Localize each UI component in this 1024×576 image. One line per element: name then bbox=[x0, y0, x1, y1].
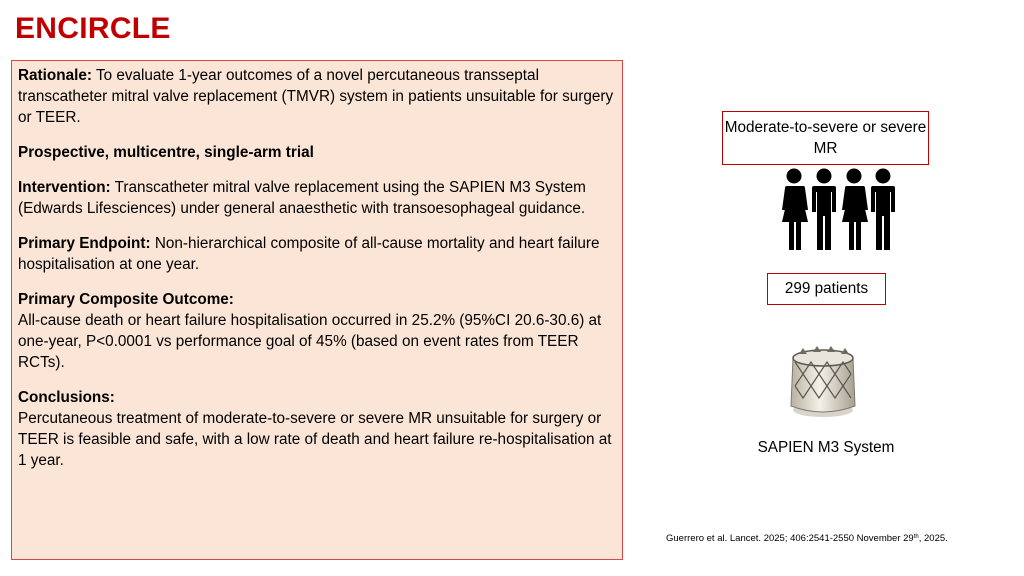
rationale-paragraph bbox=[18, 65, 616, 128]
patient-count-box: 299 patients bbox=[767, 273, 886, 305]
conclusions-text: Percutaneous treatment of moderate-to-severe or severe MR unsuitable for surgery or TEER is feasible and safe, with a low rate of death and heart failure re-hospitalisation at 1 year. bbox=[18, 410, 612, 469]
trial-summary-box bbox=[11, 60, 623, 560]
valve-device-icon bbox=[785, 344, 861, 420]
citation-text: Guerrero et al. Lancet. 2025; 406:2541-2550 November 29 bbox=[666, 533, 914, 544]
rationale-text: To evaluate 1-year outcomes of a novel percutaneous transseptal transcatheter mitral valve replacement (TMVR) system in patients unsuitable for surgery or TEER. bbox=[18, 67, 614, 126]
population-box: Moderate-to-severe or severe MR bbox=[722, 111, 929, 165]
citation-suffix: , 2025. bbox=[918, 533, 948, 544]
design-paragraph bbox=[18, 142, 616, 163]
trial-design: Prospective, multicentre, single-arm trial bbox=[18, 144, 314, 161]
citation-sup: th bbox=[913, 534, 919, 540]
outcome-paragraph bbox=[18, 289, 616, 373]
intervention-label: Intervention: bbox=[18, 179, 111, 196]
intervention-text: Transcatheter mitral valve replacement using the SAPIEN M3 System (Edwards Lifesciences) under general anaesthetic with transoesophageal guidance. bbox=[18, 179, 586, 217]
people-icon bbox=[777, 168, 901, 252]
endpoint-label: Primary Endpoint: bbox=[18, 235, 151, 252]
conclusions-label: Conclusions: bbox=[18, 389, 115, 406]
endpoint-text: Non-hierarchical composite of all-cause mortality and heart failure hospitalisation at one year. bbox=[18, 235, 600, 273]
outcome-label: Primary Composite Outcome: bbox=[18, 291, 234, 308]
device-label: SAPIEN M3 System bbox=[757, 439, 895, 456]
outcome-text: All-cause death or heart failure hospitalisation occurred in 25.2% (95%CI 20.6-30.6) at one-year, P<0.0001 vs performance goal of 45% (based on event rates from TEER RCTs). bbox=[18, 312, 602, 371]
endpoint-paragraph bbox=[18, 233, 616, 275]
rationale-label: Rationale: bbox=[18, 67, 92, 84]
citation bbox=[666, 531, 948, 545]
intervention-paragraph bbox=[18, 177, 616, 219]
page-title: ENCIRCLE bbox=[15, 12, 171, 45]
conclusions-paragraph bbox=[18, 387, 616, 471]
